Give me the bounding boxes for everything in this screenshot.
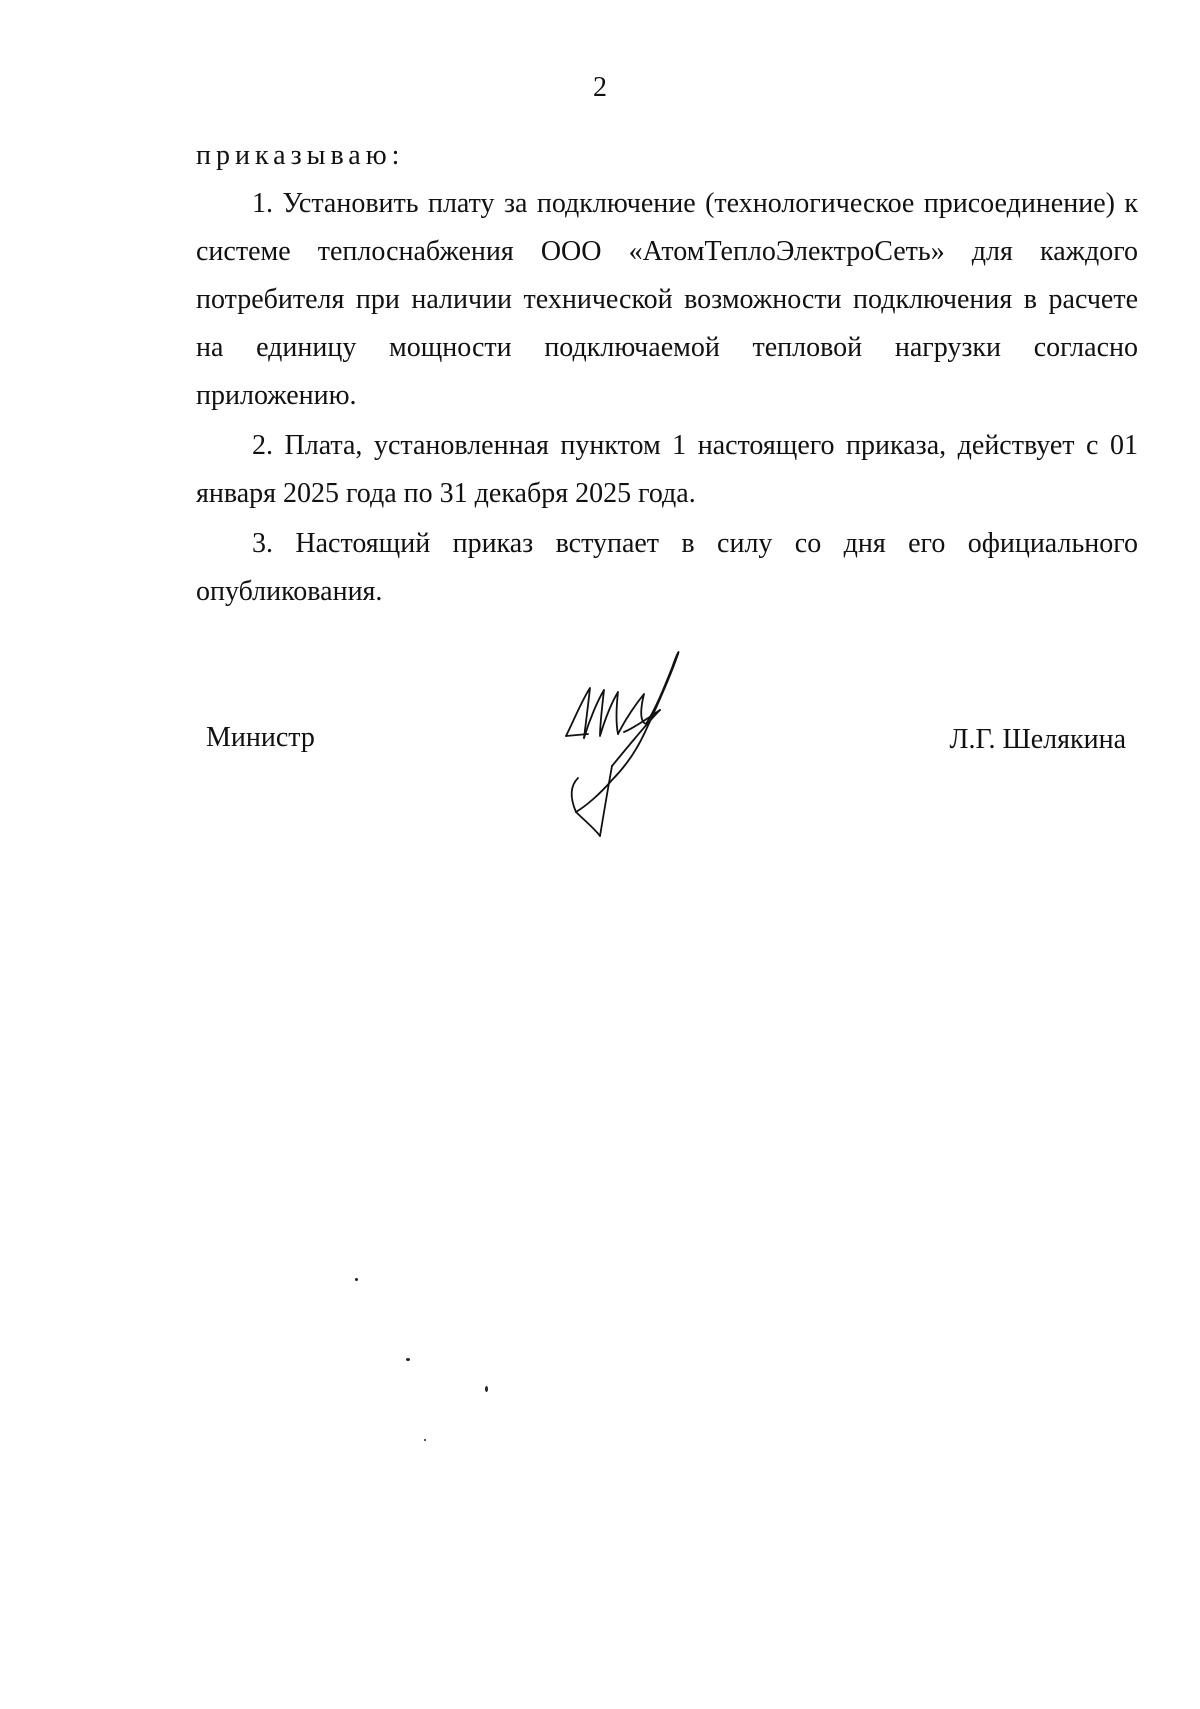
signatory-name: Л.Г. Шелякина [949,724,1126,755]
order-clause-3: 3. Настоящий приказ вступает в силу со дня его официального опубликования. [196,528,1138,607]
document-body [196,132,1138,618]
page-number: 2 [593,72,607,103]
order-intro: приказываю: [196,140,405,171]
scan-speck [355,1278,358,1281]
scan-speck [406,1358,410,1361]
scan-speck [485,1386,488,1392]
order-clause-2: 2. Плата, установленная пунктом 1 настоящего приказа, действует с 01 января 2025 года по 31 декабря 2025 года. [196,430,1138,509]
order-clause-1: 1. Установить плату за подключение (технологическое присоединение) к системе теплоснабжения ООО «АтомТеплоЭлектроСеть» для каждого потребителя при наличии технической возможности подключения в расчете на единицу мощности подключаемой тепловой нагрузки согласно приложению. [196,188,1138,411]
signatory-position: Министр [206,722,315,753]
handwritten-signature [560,648,710,838]
scan-speck [424,1439,426,1441]
